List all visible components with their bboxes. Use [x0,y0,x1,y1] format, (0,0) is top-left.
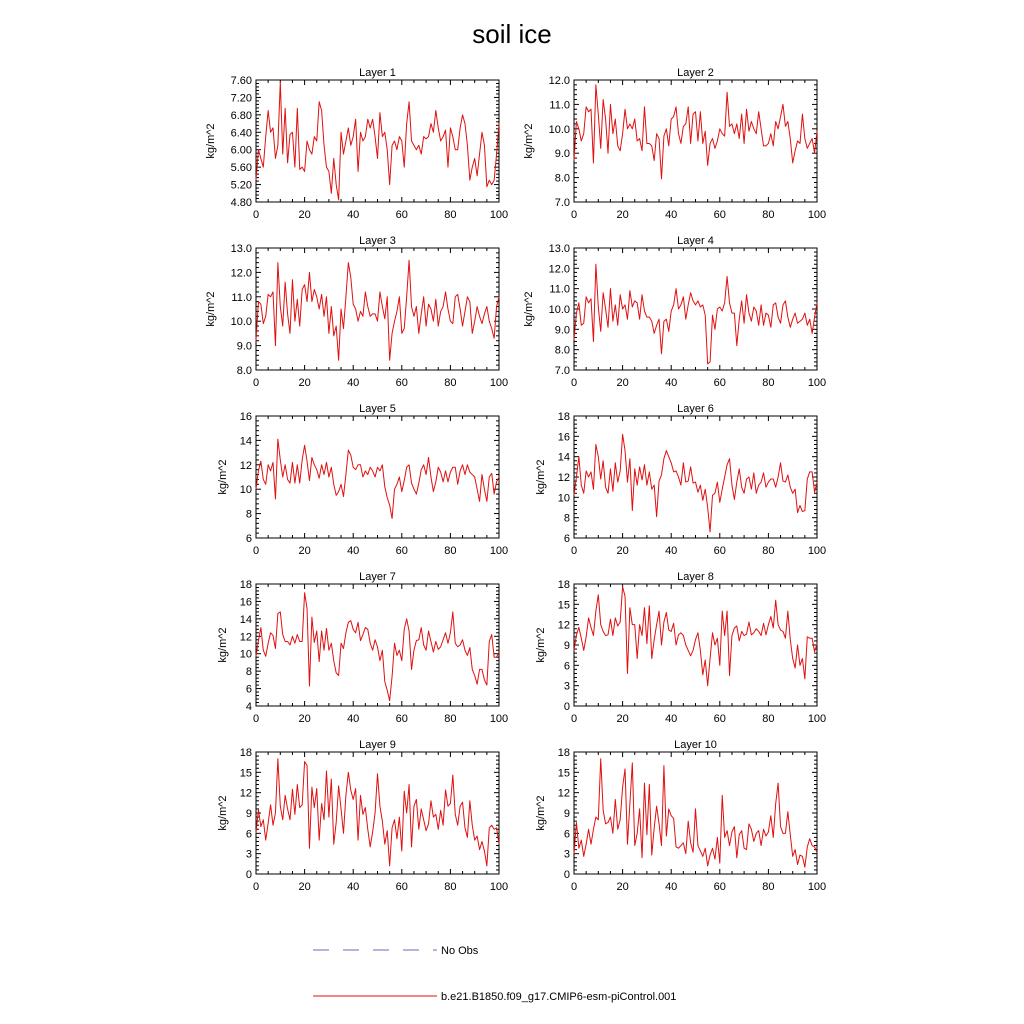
x-tick-label: 40 [665,545,678,557]
y-tick-label: 6 [245,828,252,841]
x-tick-label: 80 [444,209,457,221]
y-tick-label: 10.0 [548,304,570,316]
y-tick-label: 18 [239,747,252,759]
panel-title: Layer 1 [359,67,396,79]
x-tick-label: 20 [298,377,311,389]
x-tick-label: 20 [298,881,311,893]
plot-frame [574,80,817,202]
y-tick-label: 6.80 [230,109,252,122]
y-tick-label: 12 [239,787,252,800]
y-tick-label: 18 [557,579,570,591]
x-tick-label: 100 [807,713,827,725]
y-tick-label: 14 [239,435,252,448]
series-line [256,593,499,701]
y-tick-label: 3 [245,848,252,861]
x-tick-label: 100 [489,545,509,557]
legend-label-model-run: b.e21.B1850.f09_g17.CMIP6-esm-piControl.001 [441,991,677,1003]
y-axis-label: kg/m^2 [217,627,229,663]
y-tick-label: 12.0 [548,263,570,276]
x-tick-label: 20 [298,713,311,725]
panel-title: Layer 8 [677,571,714,583]
x-tick-label: 80 [762,209,775,221]
y-tick-label: 12.0 [548,75,570,87]
x-tick-label: 60 [395,377,408,389]
x-tick-label: 20 [616,545,629,557]
x-tick-label: 20 [616,377,629,389]
x-tick-label: 0 [252,377,260,389]
y-tick-label: 16 [557,431,570,444]
y-tick-label: 6 [563,828,570,841]
y-tick-label: 6 [245,683,252,696]
series-line [574,434,817,532]
y-tick-label: 12.0 [230,267,252,280]
y-tick-label: 13.0 [548,243,570,255]
x-tick-label: 40 [347,209,360,221]
y-axis-label: kg/m^2 [205,291,217,327]
x-tick-label: 60 [395,545,408,557]
x-tick-label: 0 [570,545,578,557]
y-axis-label: kg/m^2 [535,627,547,663]
panel-layer-1 [205,67,508,221]
x-tick-label: 40 [347,881,360,893]
series-line [256,260,499,360]
x-tick-label: 80 [762,545,775,557]
series-line [256,759,499,866]
x-tick-label: 80 [444,713,457,725]
plot-frame [574,416,817,538]
x-tick-label: 100 [489,713,509,725]
plot-frame [256,248,499,370]
series-line [256,439,499,518]
y-axis-label: kg/m^2 [217,795,229,831]
y-tick-label: 14 [239,613,252,626]
x-tick-label: 80 [444,881,457,893]
y-tick-label: 12 [239,631,252,644]
x-tick-label: 100 [807,881,827,893]
panel-layer-2 [523,67,826,221]
y-tick-label: 13.0 [230,243,252,255]
y-tick-label: 11.0 [549,99,570,112]
series-line [574,759,817,867]
y-tick-label: 9 [563,808,570,820]
x-tick-label: 40 [347,377,360,389]
y-axis-label: kg/m^2 [535,795,547,831]
y-tick-label: 6 [245,533,252,545]
series-line [574,264,817,364]
y-tick-label: 4.80 [230,197,252,209]
y-tick-label: 10.0 [548,123,570,136]
x-tick-label: 40 [665,209,678,221]
panel-layer-5 [217,403,508,557]
x-tick-label: 0 [570,713,578,725]
y-tick-label: 6 [563,660,570,673]
y-tick-label: 7.60 [230,75,252,87]
y-tick-label: 6 [563,533,570,545]
x-tick-label: 0 [570,881,578,893]
y-tick-label: 5.60 [230,162,252,175]
x-tick-label: 60 [395,209,408,221]
x-tick-label: 20 [298,209,311,221]
y-tick-label: 14 [557,451,570,464]
y-tick-label: 11.0 [231,291,252,304]
y-tick-label: 9 [245,808,252,820]
plot-frame [574,584,817,706]
y-tick-label: 8 [563,512,570,525]
x-tick-label: 80 [444,545,457,557]
panel-title: Layer 6 [677,403,714,415]
plot-frame [256,752,499,874]
y-tick-label: 9 [563,640,570,652]
x-tick-label: 40 [347,713,360,725]
y-axis-label: kg/m^2 [523,291,535,327]
panel-title: Layer 2 [677,67,714,79]
y-tick-label: 9.0 [554,324,570,337]
y-tick-label: 9.0 [554,148,570,161]
y-tick-label: 0 [245,869,252,881]
legend-label-no-obs: No Obs [441,945,479,957]
x-tick-label: 100 [489,209,509,221]
x-tick-label: 100 [807,545,827,557]
x-tick-label: 80 [762,713,775,725]
y-tick-label: 3 [563,848,570,861]
panel-layer-3 [205,235,508,389]
page-title: soil ice [472,19,552,49]
x-tick-label: 80 [444,377,457,389]
panel-layer-6 [535,403,826,557]
y-tick-label: 18 [557,411,570,423]
y-tick-label: 12 [239,459,252,472]
panel-title: Layer 9 [359,739,396,751]
x-tick-label: 60 [395,713,408,725]
y-axis-label: kg/m^2 [523,123,535,159]
x-tick-label: 40 [665,377,678,389]
y-tick-label: 10 [239,648,252,661]
panel-title: Layer 10 [674,739,717,751]
x-tick-label: 20 [616,881,629,893]
y-tick-label: 15 [239,767,252,780]
plot-frame [256,584,499,706]
x-tick-label: 100 [807,377,827,389]
panel-layer-4 [523,235,826,389]
plot-frame [256,80,499,202]
y-tick-label: 8.0 [554,172,570,185]
y-tick-label: 18 [239,579,252,591]
panel-title: Layer 4 [677,235,714,247]
y-tick-label: 8 [245,666,252,679]
x-tick-label: 0 [252,713,260,725]
y-tick-label: 16 [239,596,252,609]
series-line [574,85,817,179]
y-tick-label: 10.0 [230,316,252,329]
series-line [256,82,499,200]
panel-layer-10 [535,739,826,893]
y-axis-label: kg/m^2 [217,459,229,495]
y-tick-label: 10 [239,484,252,497]
y-tick-label: 7.0 [554,365,570,377]
x-tick-label: 0 [252,545,260,557]
y-tick-label: 8.0 [554,344,570,357]
y-tick-label: 6.00 [230,144,252,157]
x-tick-label: 60 [713,377,726,389]
y-tick-label: 16 [239,411,252,423]
panels-grid [205,67,826,893]
x-tick-label: 80 [762,377,775,389]
y-tick-label: 0 [563,701,570,713]
y-tick-label: 10 [557,492,570,505]
y-tick-label: 6.40 [230,127,252,140]
y-tick-label: 0 [563,869,570,881]
y-tick-label: 8 [245,508,252,521]
x-tick-label: 20 [616,209,629,221]
x-tick-label: 40 [665,881,678,893]
x-tick-label: 20 [616,713,629,725]
y-tick-label: 3 [563,680,570,693]
y-tick-label: 11.0 [549,283,570,296]
panel-title: Layer 5 [359,403,396,415]
x-tick-label: 0 [570,209,578,221]
y-tick-label: 5.20 [230,179,252,192]
y-tick-label: 8.0 [236,365,252,377]
x-tick-label: 20 [298,545,311,557]
x-tick-label: 60 [713,881,726,893]
y-axis-label: kg/m^2 [535,459,547,495]
x-tick-label: 80 [762,881,775,893]
plot-frame [574,248,817,370]
panel-layer-9 [217,739,508,893]
x-tick-label: 60 [395,881,408,893]
y-tick-label: 15 [557,767,570,780]
y-axis-label: kg/m^2 [205,123,217,159]
panel-title: Layer 7 [359,571,396,583]
x-tick-label: 100 [489,881,509,893]
panel-layer-7 [217,571,508,725]
x-tick-label: 0 [570,377,578,389]
y-tick-label: 18 [557,747,570,759]
x-tick-label: 0 [252,881,260,893]
x-tick-label: 60 [713,713,726,725]
y-tick-label: 12 [557,787,570,800]
x-tick-label: 40 [347,545,360,557]
legend [313,945,676,1003]
y-tick-label: 7.0 [554,197,570,209]
x-tick-label: 60 [713,209,726,221]
y-tick-label: 7.20 [230,92,252,105]
x-tick-label: 100 [489,377,509,389]
x-tick-label: 60 [713,545,726,557]
panel-title: Layer 3 [359,235,396,247]
x-tick-label: 40 [665,713,678,725]
panel-layer-8 [535,571,826,725]
y-tick-label: 4 [245,701,252,713]
y-tick-label: 15 [557,599,570,612]
y-tick-label: 12 [557,472,570,484]
series-line [574,587,817,686]
y-tick-label: 9.0 [236,340,252,353]
x-tick-label: 0 [252,209,260,221]
y-tick-label: 12 [557,619,570,632]
plot-frame [256,416,499,538]
x-tick-label: 100 [807,209,827,221]
